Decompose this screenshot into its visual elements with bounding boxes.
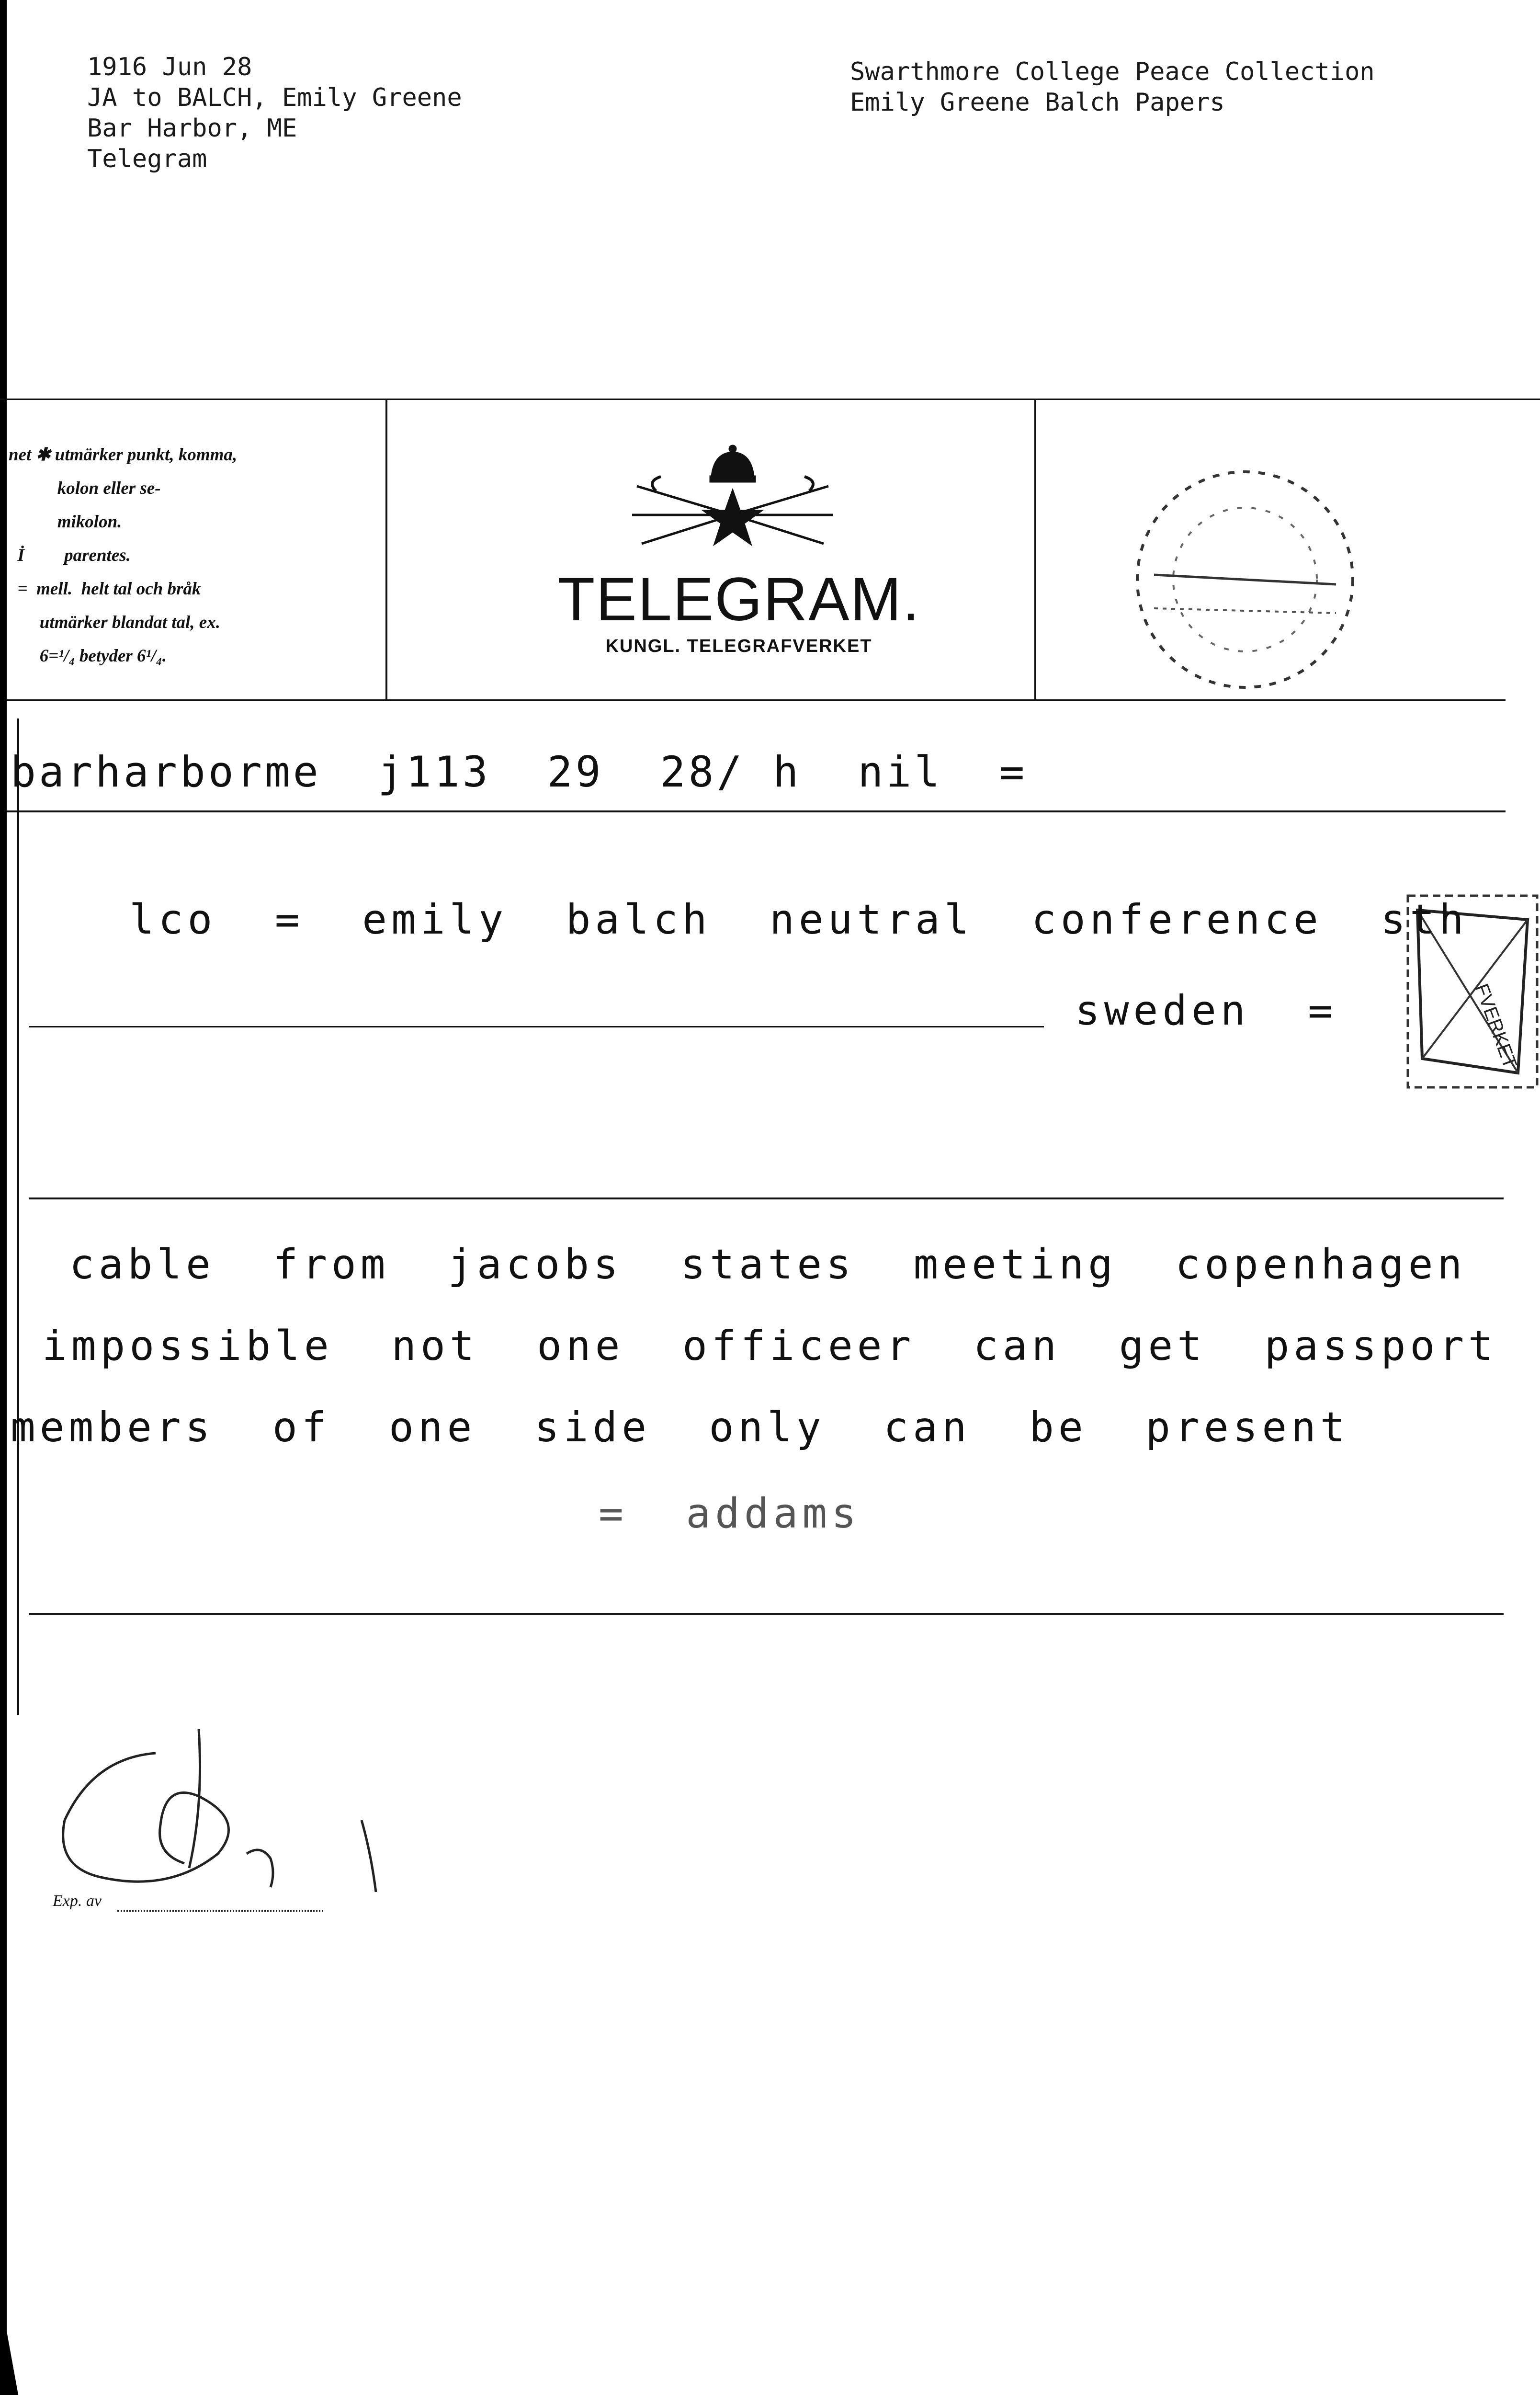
catalog-place: Bar Harbor, ME [87, 114, 297, 143]
legend-line: mikolon. [9, 512, 122, 532]
postmark-stamp-icon [1125, 455, 1365, 704]
catalog-record [87, 52, 462, 174]
catalog-doctype: Telegram [87, 145, 207, 173]
legend-line: utmärker blandat tal, ex. [9, 613, 220, 632]
form-title: TELEGRAM. [557, 565, 920, 634]
left-margin-rule [17, 718, 19, 1715]
address-bottom-rule [29, 1198, 1504, 1199]
legend-line: kolon eller se- [9, 479, 161, 498]
legend-line: = mell. helt tal och bråk [9, 579, 201, 599]
crown-star-emblem-icon [627, 443, 838, 568]
form-subtitle: KUNGL. TELEGRAFVERKET [605, 636, 872, 656]
collection-papers: Emily Greene Balch Papers [850, 88, 1225, 117]
catalog-date: 1916 Jun 28 [87, 53, 252, 81]
handwritten-initials-icon [45, 1710, 381, 1911]
form-divider-2 [1034, 399, 1036, 700]
message-bottom-rule [29, 1613, 1504, 1615]
telegram-message-line: members of one side only can be present [11, 1403, 1349, 1451]
legend-line: 6=¹/₄ betyder 6¹/₄. [9, 646, 167, 666]
collection-label [850, 57, 1375, 118]
form-divider-1 [385, 399, 387, 700]
catalog-correspondents: JA to BALCH, Emily Greene [87, 83, 462, 112]
header-line-rule [7, 810, 1506, 812]
telegram-message-line: cable from jacobs states meeting copenhagen [69, 1241, 1467, 1289]
stamp-text: FVERKET [1471, 981, 1521, 1072]
telegram-address-line2: sweden = [1075, 987, 1337, 1035]
telegram-signature: = addams [599, 1490, 861, 1538]
scan-left-edge [0, 0, 7, 2395]
footer-exp-label: Exp. av [53, 1892, 102, 1910]
address-rule [29, 1026, 1044, 1027]
telegram-message-line: impossible not one officeer can get passport [42, 1322, 1497, 1370]
telegram-address-line1: lco = emily balch neutral conference sth [129, 896, 1468, 944]
legend-line: net ✱ utmärker punkt, komma, [9, 445, 238, 465]
punctuation-legend [9, 438, 353, 673]
legend-line: İ parentes. [9, 546, 131, 565]
collection-name: Swarthmore College Peace Collection [850, 57, 1375, 86]
form-top-rule [0, 399, 1540, 400]
telegram-routing-header: barharborme j113 29 28/ h nil = [11, 747, 1028, 797]
footer-exp-dotted-line [117, 1910, 323, 1912]
scan-corner-shadow [0, 2294, 29, 2395]
